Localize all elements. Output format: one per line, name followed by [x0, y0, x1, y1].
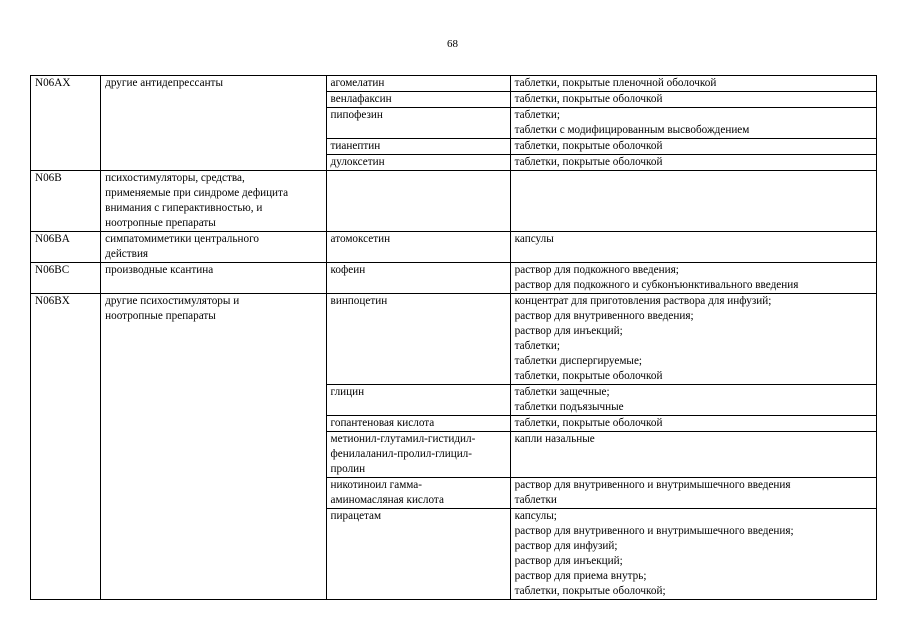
dosage-forms-cell-line: таблетки;	[514, 109, 561, 121]
atc-code-cell: N06BX	[31, 294, 101, 600]
dosage-forms-cell-line: капсулы;	[514, 510, 557, 522]
drug-name-cell	[326, 263, 510, 294]
table-row	[31, 294, 877, 385]
dosage-forms-cell	[510, 478, 876, 509]
drug-name-cell	[326, 432, 510, 478]
group-name-cell-line: психостимуляторы, средства,	[105, 172, 245, 184]
dosage-forms-cell-line: раствор для подкожного и субконъюнктивального введения	[514, 279, 799, 291]
drug-name-cell	[326, 294, 510, 385]
dosage-forms-cell-line: таблетки, покрытые оболочкой	[514, 140, 663, 152]
dosage-forms-cell	[510, 76, 876, 92]
drug-name-cell-line: агомелатин	[330, 77, 385, 89]
drug-name-cell	[326, 509, 510, 600]
drug-name-cell-line: винпоцетин	[330, 295, 388, 307]
table-body	[31, 76, 877, 600]
drug-name-cell	[326, 232, 510, 263]
dosage-forms-cell-line: таблетки диспергируемые;	[514, 355, 643, 367]
dosage-forms-cell-line: раствор для подкожного введения;	[514, 264, 679, 276]
dosage-forms-cell	[510, 509, 876, 600]
drug-name-cell	[326, 76, 510, 92]
drug-name-cell-line: аминомасляная кислота	[330, 494, 444, 506]
drug-name-cell	[326, 171, 510, 232]
dosage-forms-cell-line: раствор для внутривенного введения;	[514, 310, 694, 322]
drug-name-cell-line: пирацетам	[330, 510, 382, 522]
table-row	[31, 171, 877, 232]
drug-name-cell	[326, 92, 510, 108]
group-name-cell-line: применяемые при синдроме дефицита	[105, 187, 289, 199]
dosage-forms-cell-line: таблетки, покрытые оболочкой	[514, 93, 663, 105]
drug-name-cell-line: гопантеновая кислота	[330, 417, 435, 429]
drug-name-cell-line: фенилаланил-пролил-глицил-	[330, 448, 472, 460]
drug-name-cell-line: никотиноил гамма-	[330, 479, 422, 491]
drug-name-cell	[326, 139, 510, 155]
drug-name-cell	[326, 478, 510, 509]
group-name-cell	[101, 171, 326, 232]
atc-code-cell: N06AX	[31, 76, 101, 171]
drug-name-cell	[326, 155, 510, 171]
drug-name-cell	[326, 108, 510, 139]
group-name-cell-line: внимания с гиперактивностью, и	[105, 202, 263, 214]
dosage-forms-cell	[510, 385, 876, 416]
page-number: 68	[447, 38, 458, 50]
drug-name-cell	[326, 416, 510, 432]
drug-name-cell-line: кофеин	[330, 264, 366, 276]
group-name-cell-line: другие антидепрессанты	[105, 77, 223, 89]
atc-code-cell: N06BA	[31, 232, 101, 263]
group-name-cell-line: ноотропные препараты	[105, 310, 216, 322]
dosage-forms-cell	[510, 294, 876, 385]
dosage-forms-cell-line: концентрат для приготовления раствора для инфузий;	[514, 295, 772, 307]
dosage-forms-cell-line: раствор для внутривенного и внутримышечного введения	[514, 479, 791, 491]
dosage-forms-cell-line: таблетки, покрытые оболочкой	[514, 370, 663, 382]
dosage-forms-cell-line: таблетки подъязычные	[514, 401, 624, 413]
dosage-forms-cell-line: таблетки, покрытые оболочкой	[514, 156, 663, 168]
dosage-forms-cell-line: капсулы	[514, 233, 554, 245]
dosage-forms-cell-line: таблетки	[514, 494, 557, 506]
group-name-cell-line: действия	[105, 248, 149, 260]
dosage-forms-cell-line: раствор для инфузий;	[514, 540, 618, 552]
drug-name-cell-line: пипофезин	[330, 109, 383, 121]
dosage-forms-cell-line: раствор для инъекций;	[514, 555, 623, 567]
drug-name-cell-line: тианептин	[330, 140, 381, 152]
group-name-cell	[101, 263, 326, 294]
drug-name-cell	[326, 385, 510, 416]
dosage-forms-cell	[510, 108, 876, 139]
dosage-forms-cell	[510, 171, 876, 232]
drug-name-cell-line: атомоксетин	[330, 233, 391, 245]
group-name-cell-line: симпатомиметики центрального	[105, 233, 259, 245]
drug-name-cell-line: метионил-глутамил-гистидил-	[330, 433, 476, 445]
drug-name-cell-line: венлафаксин	[330, 93, 392, 105]
dosage-forms-cell-line: таблетки, покрытые оболочкой	[514, 417, 663, 429]
dosage-forms-cell-line: капли назальные	[514, 433, 595, 445]
group-name-cell-line: ноотропные препараты	[105, 217, 216, 229]
table-row	[31, 232, 877, 263]
dosage-forms-cell-line: таблетки, покрытые пленочной оболочкой	[514, 77, 717, 89]
drug-name-cell-line: пролин	[330, 463, 366, 475]
group-name-cell-line: другие психостимуляторы и	[105, 295, 240, 307]
dosage-forms-cell-line: таблетки, покрытые оболочкой;	[514, 585, 666, 597]
table-row	[31, 76, 877, 92]
dosage-forms-cell-line: таблетки с модифицированным высвобождением	[514, 124, 750, 136]
drug-name-cell-line: дулоксетин	[330, 156, 385, 168]
dosage-forms-cell	[510, 416, 876, 432]
dosage-forms-cell	[510, 232, 876, 263]
atc-code-cell: N06B	[31, 171, 101, 232]
group-name-cell	[101, 76, 326, 171]
group-name-cell	[101, 294, 326, 600]
group-name-cell	[101, 232, 326, 263]
dosage-forms-cell	[510, 92, 876, 108]
group-name-cell-line: производные ксантина	[105, 264, 214, 276]
drug-table	[30, 75, 877, 600]
table-row	[31, 263, 877, 294]
dosage-forms-cell-line: раствор для внутривенного и внутримышечного введения;	[514, 525, 794, 537]
dosage-forms-cell	[510, 263, 876, 294]
dosage-forms-cell-line: таблетки;	[514, 340, 561, 352]
dosage-forms-cell-line: раствор для приема внутрь;	[514, 570, 647, 582]
dosage-forms-cell	[510, 432, 876, 478]
dosage-forms-cell	[510, 139, 876, 155]
dosage-forms-cell-line: раствор для инъекций;	[514, 325, 623, 337]
drug-name-cell-line: глицин	[330, 386, 365, 398]
dosage-forms-cell	[510, 155, 876, 171]
atc-code-cell: N06BC	[31, 263, 101, 294]
dosage-forms-cell-line: таблетки защечные;	[514, 386, 610, 398]
